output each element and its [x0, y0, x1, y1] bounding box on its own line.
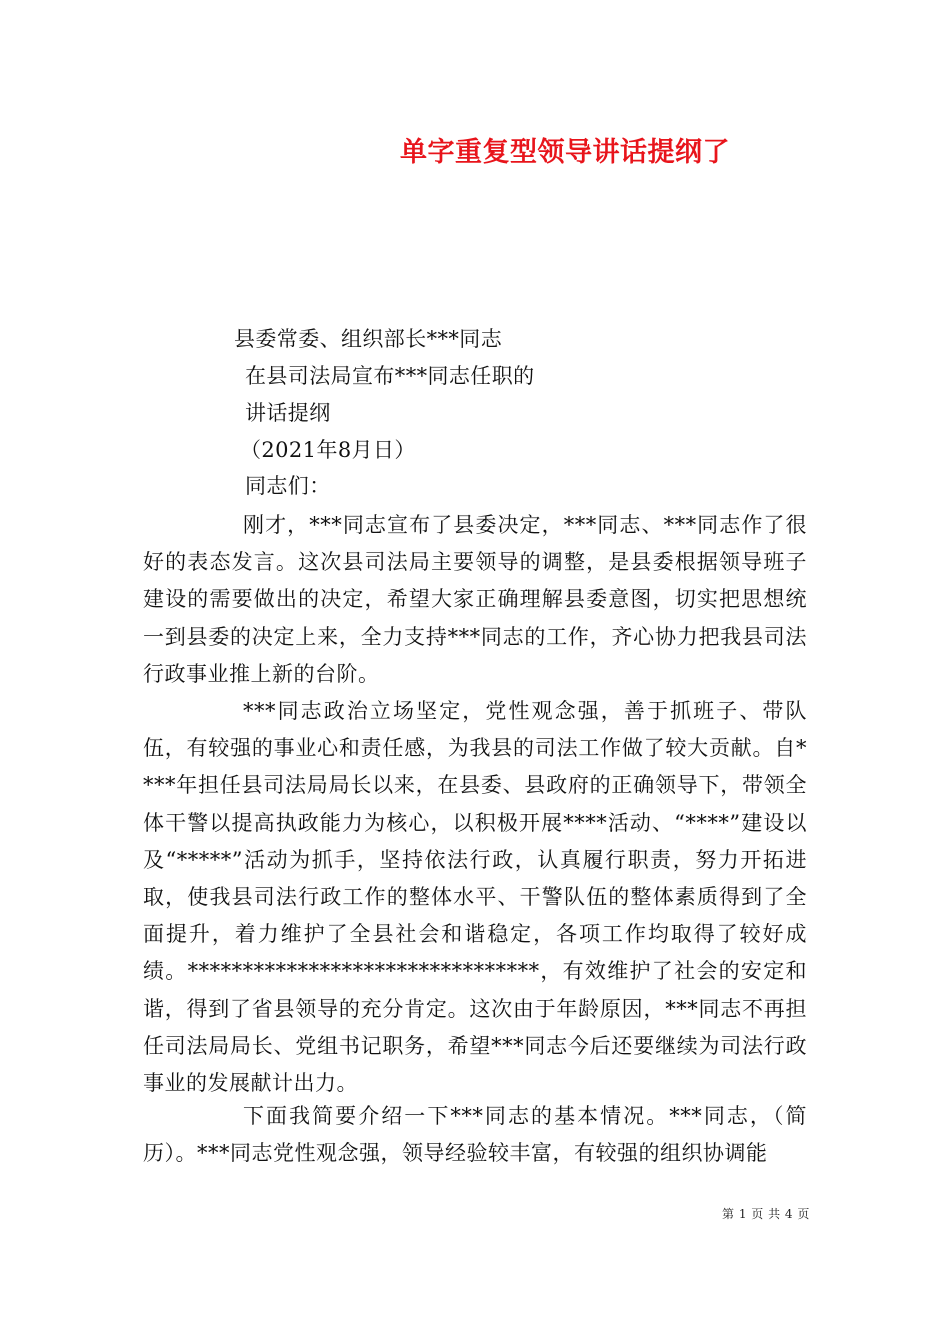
document-title: 单字重复型领导讲话提纲了 [400, 137, 730, 168]
body-paragraph-2: ***同志政治立场坚定，党性观念强，善于抓班子、带队伍，有较强的事业心和责任感，为我县的司法工作做了较大贡献。自****年担任县司法局局长以来，在县委、县政府的正确领导下，带领全体干警以提高执政能力为核心，以积极开展****活动、“****”建设以及“*****”活动为抓手，坚持依法行政，认真履行职责，努力开拓进取，使我县司法行政工作的整体水平、干警队伍的整体素质得到了全面提升，着力维护了全县社会和谐稳定，各项工作均取得了较好成绩。********************************，有效维护了社会的安定和谐，得到了省县领导的充分肯定。这次由于年龄原因，***同志不再担任司法局局长、党组书记职务，希望***同志今后还要继续为司法行政事业的发展献计出力。 [143, 699, 807, 1096]
body-paragraph-1: 刚才，***同志宣布了县委决定，***同志、***同志作了很好的表态发言。这次县司法局主要领导的调整，是县委根据领导班子建设的需要做出的决定，希望大家正确理解县委意图，切实把思想统一到县委的决定上来，全力支持***同志的工作，齐心协力把我县司法行政事业推上新的台阶。 [143, 513, 807, 686]
header-line-3: 讲话提纲 [245, 401, 331, 425]
body-paragraph-3: 下面我简要介绍一下***同志的基本情况。***同志，（简历）。***同志党性观念强，领导经验较丰富，有较强的组织协调能 [143, 1104, 807, 1166]
page-number: 第 1 页 共 4 页 [722, 1207, 810, 1221]
header-line-1: 县委常委、组织部长***同志 [234, 327, 503, 351]
header-line-2: 在县司法局宣布***同志任职的 [245, 364, 535, 388]
header-date-line: （2021年8月日） [240, 438, 416, 462]
salutation: 同志们： [245, 474, 331, 498]
